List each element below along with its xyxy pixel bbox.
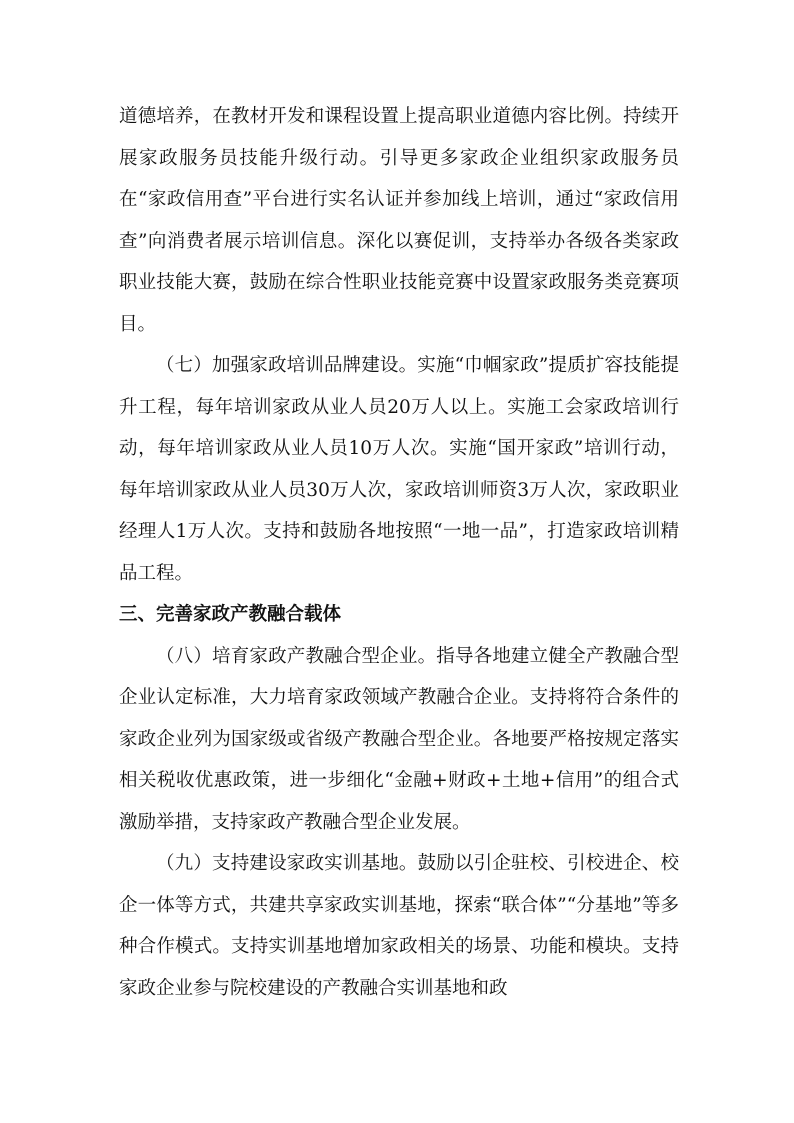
paragraph-continued: 道德培养，在教材开发和课程设置上提高职业道德内容比例。持续开展家政服务员技能升级行动。引导更多家政企业组织家政服务员在“家政信用查”平台进行实名认证并参加线上培训，通过“家政信用查”向消费者展示培训信息。深化以赛促训，支持举办各级各类家政职业技能大赛，鼓励在综合性职业技能竞赛中设置家政服务类竞赛项目。: [119, 106, 679, 335]
paragraph-seven: （七）加强家政培训品牌建设。实施“巾帼家政”提质扩容技能提升工程，每年培训家政从业人员20万人以上。实施工会家政培训行动，每年培训家政从业人员10万人次。实施“国开家政”培训行动，每年培训家政从业人员30万人次，家政培训师资3万人次，家政职业经理人1万人次。支持和鼓励各地按照“一地一品”，打造家政培训精品工程。: [119, 355, 679, 584]
section-heading-three: 三、完善家政产教融合载体: [119, 604, 342, 625]
paragraph-eight: （八）培育家政产教融合型企业。指导各地建立健全产教融合型企业认定标准，大力培育家政领域产教融合企业。支持将符合条件的家政企业列为国家级或省级产教融合型企业。各地要严格按规定落实相关税收优惠政策，进一步细化“金融+财政+土地+信用”的组合式激励举措，支持家政产教融合型企业发展。: [119, 645, 679, 833]
document-body: [119, 96, 679, 1009]
paragraph-nine: （九）支持建设家政实训基地。鼓励以引企驻校、引校进企、校企一体等方式，共建共享家政实训基地，探索“联合体”“分基地”等多种合作模式。支持实训基地增加家政相关的场景、功能和模块。支持家政企业参与院校建设的产教融合实训基地和政: [119, 853, 679, 999]
